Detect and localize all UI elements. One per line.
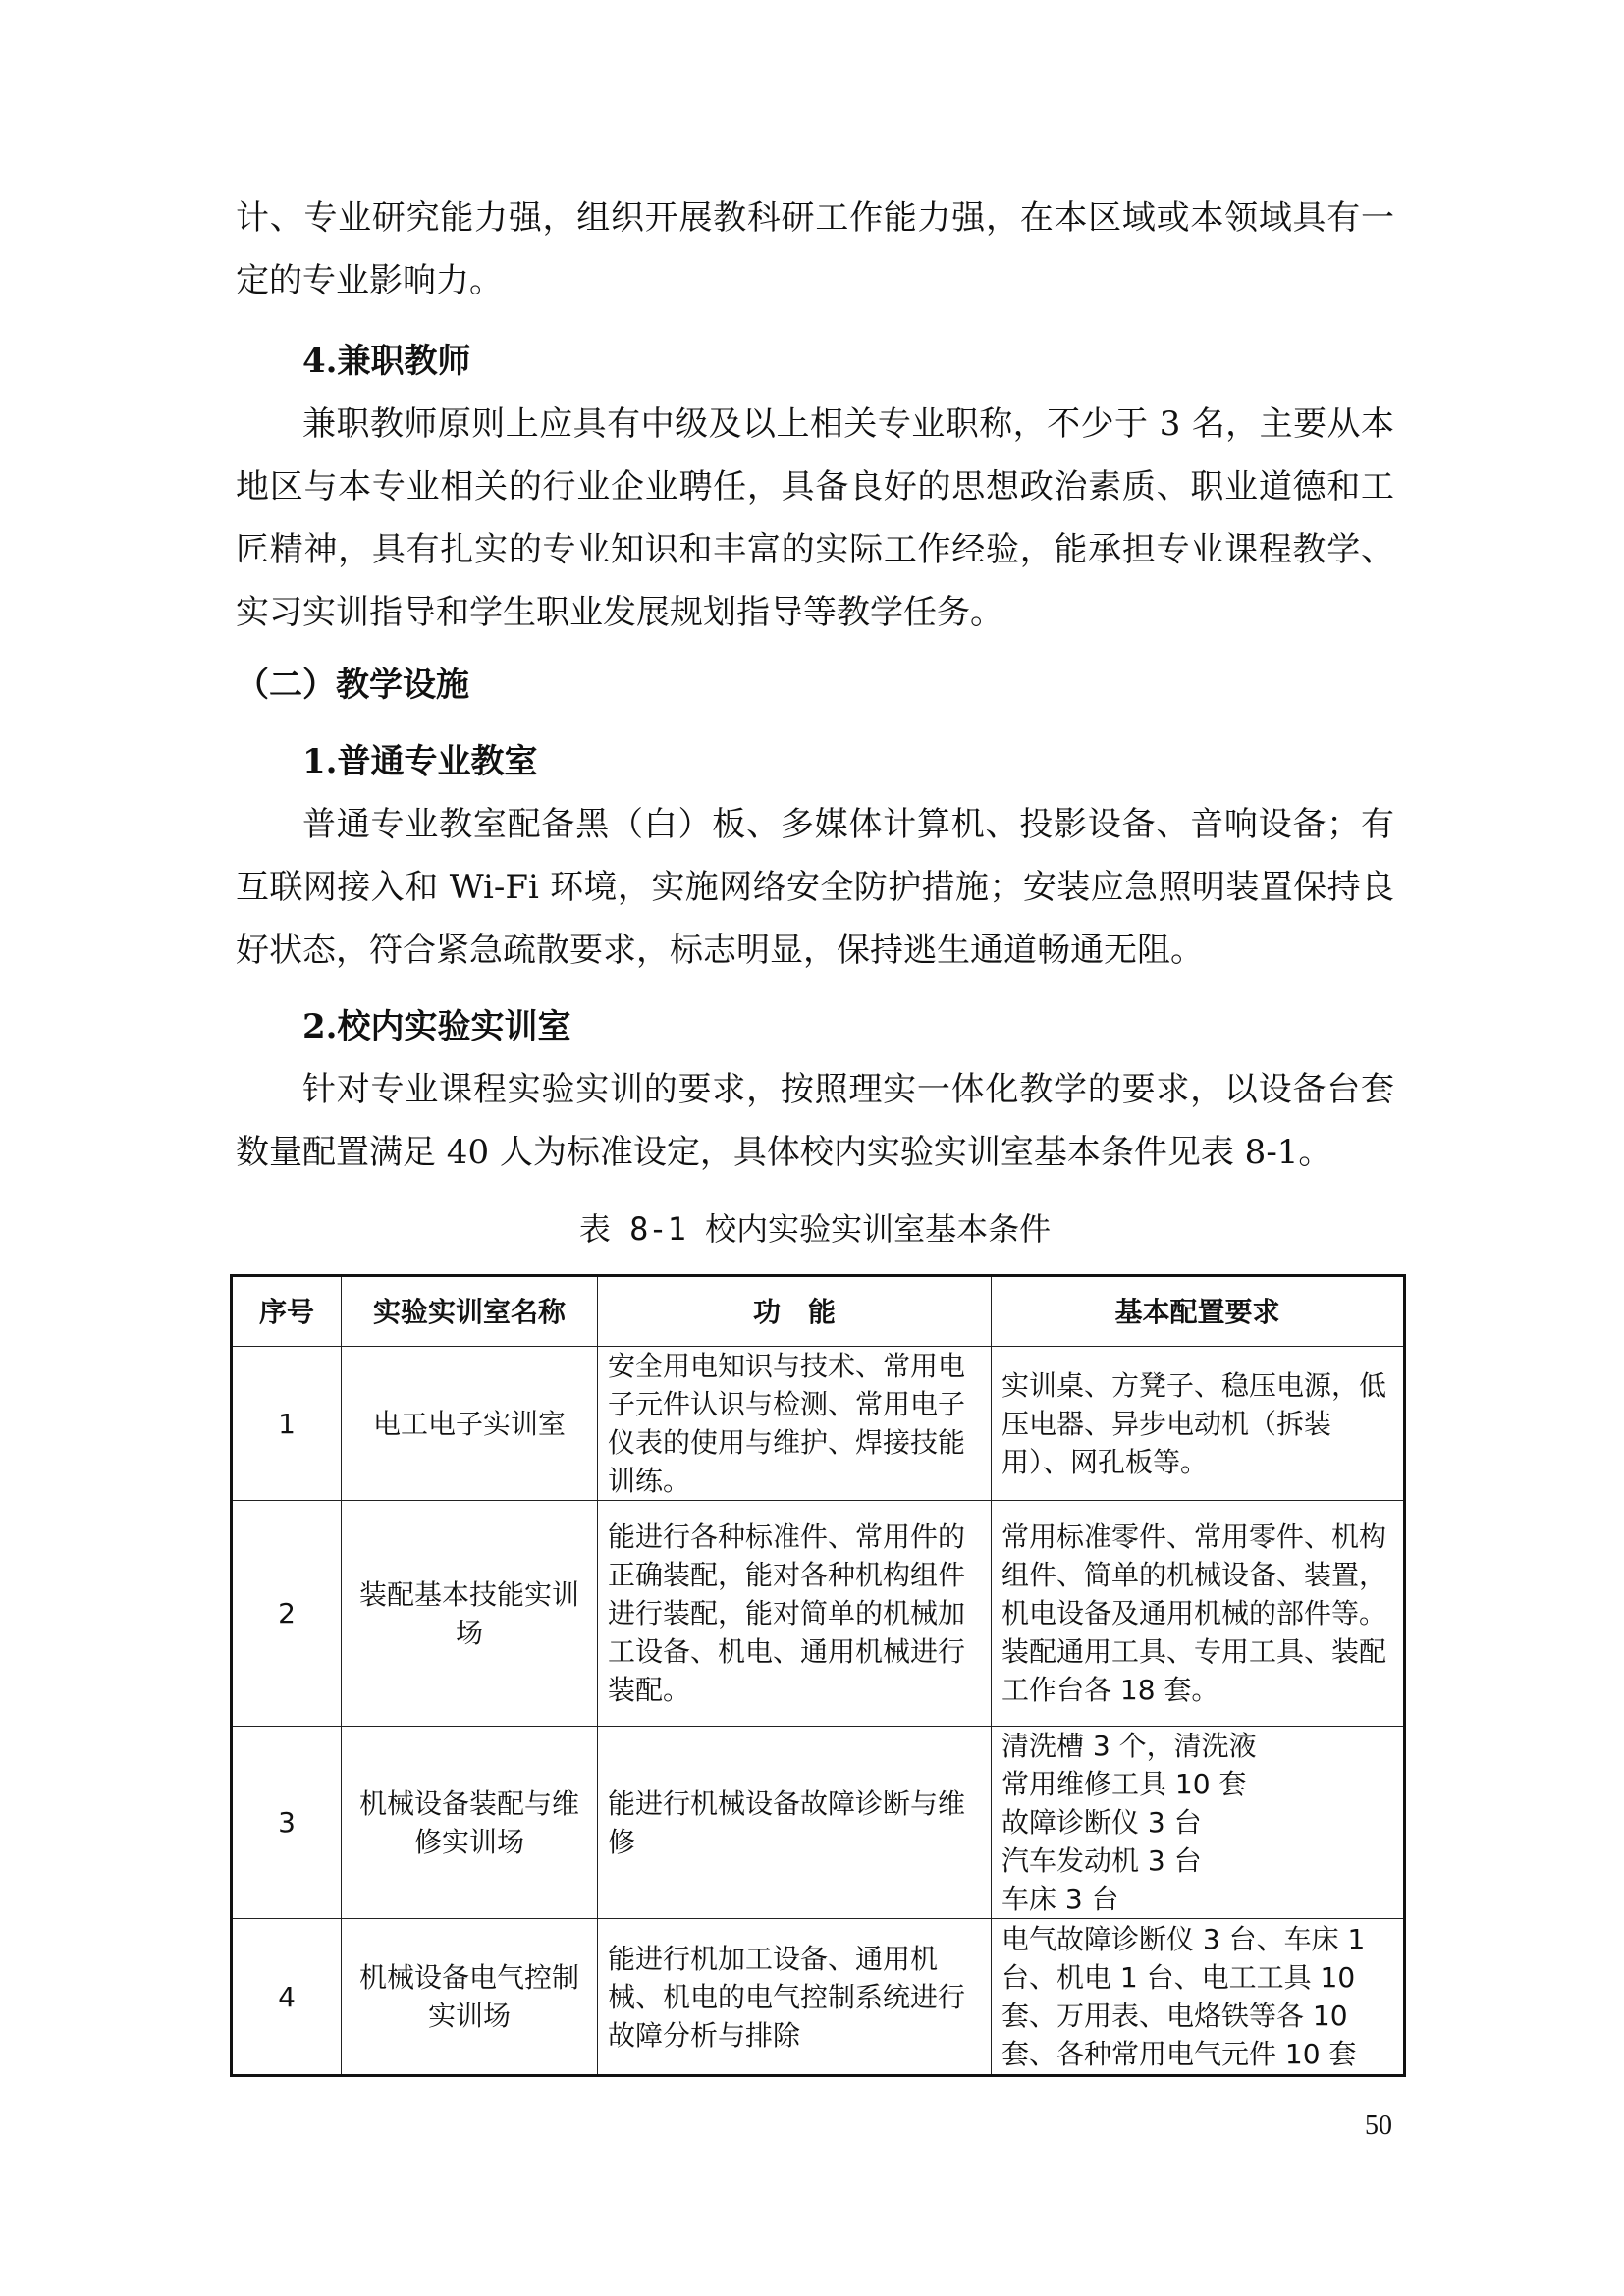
header-requirements: 基本配置要求	[992, 1276, 1405, 1347]
row-name: 机械设备装配与维修实训场	[342, 1727, 598, 1919]
part-time-teacher-heading: 4.兼职教师	[302, 342, 471, 381]
table-caption: 表 8-1 校内实验实训室基本条件	[578, 1210, 1052, 1248]
intro-paragraph: 计、专业研究能力强，组织开展教科研工作能力强，在本区域或本领域具有一定的专业影响力。	[236, 198, 1394, 300]
part-time-teacher-body: 兼职教师原则上应具有中级及以上相关专业职称，不少于 3 名，主要从本地区与本专业相关的行业企业聘任，具备良好的思想政治素质、职业道德和工匠精神，具有扎实的专业知识和丰富的实际工作经验，能承担专业课程教学、实习实训指导和学生职业发展规划指导等教学任务。	[236, 404, 1394, 632]
requirement-line: 装配通用工具、专用工具、装配工作台各 18 套。	[1001, 1635, 1387, 1706]
requirement-line: 常用标准零件、常用零件、机构组件、简单的机械设备、装置，机电设备及通用机械的部件等。	[1001, 1521, 1387, 1629]
row-function: 能进行机械设备故障诊断与维修	[598, 1727, 992, 1919]
row-no: 1	[232, 1347, 342, 1501]
row-requirements	[992, 1727, 1405, 1919]
page-number: 50	[1365, 2110, 1392, 2141]
requirement-line: 故障诊断仪 3 台	[1001, 1806, 1202, 1839]
row-function: 安全用电知识与技术、常用电子元件认识与检测、常用电子仪表的使用与维护、焊接技能训练。	[598, 1347, 992, 1501]
requirement-line: 汽车发动机 3 台	[1001, 1844, 1202, 1877]
facilities-heading: （二）教学设施	[236, 666, 469, 705]
table-row	[232, 1347, 1405, 1501]
row-function: 能进行各种标准件、常用件的正确装配，能对各种机构组件进行装配，能对简单的机械加工设备、机电、通用机械进行装配。	[598, 1501, 992, 1727]
table-row	[232, 1727, 1405, 1919]
row-no: 3	[232, 1727, 342, 1919]
row-requirements	[992, 1347, 1405, 1501]
part-time-teacher-section	[236, 330, 1394, 644]
requirement-line: 常用维修工具 10 套	[1001, 1768, 1247, 1800]
table-header-row	[232, 1276, 1405, 1347]
classroom-heading: 1.普通专业教室	[302, 742, 538, 781]
row-name: 机械设备电气控制实训场	[342, 1919, 598, 2076]
requirement-line: 电气故障诊断仪 3 台、车床 1 台、机电 1 台、电工工具 10 套、万用表、电烙铁等各 10 套、各种常用电气元件 10 套	[1001, 1923, 1366, 2070]
header-no: 序号	[232, 1276, 342, 1347]
row-no: 2	[232, 1501, 342, 1727]
row-name: 电工电子实训室	[342, 1347, 598, 1501]
header-name: 实验实训室名称	[342, 1276, 598, 1347]
lab-body: 针对专业课程实验实训的要求，按照理实一体化教学的要求，以设备台套数量配置满足 40 人为标准设定，具体校内实验实训室基本条件见表 8-1。	[236, 1070, 1394, 1172]
row-requirements	[992, 1501, 1405, 1727]
facilities-section	[236, 654, 1394, 1184]
lab-heading: 2.校内实验实训室	[302, 1007, 571, 1046]
requirement-line: 车床 3 台	[1001, 1883, 1119, 1915]
requirement-line: 清洗槽 3 个，清洗液	[1001, 1730, 1257, 1762]
row-function: 能进行机加工设备、通用机械、机电的电气控制系统进行故障分析与排除	[598, 1919, 992, 2076]
header-function: 功 能	[598, 1276, 992, 1347]
row-name: 装配基本技能实训场	[342, 1501, 598, 1727]
intro-section	[236, 187, 1394, 312]
requirement-line: 实训桌、方凳子、稳压电源，低压电器、异步电动机（拆装用）、网孔板等。	[1001, 1368, 1387, 1478]
row-no: 4	[232, 1919, 342, 2076]
classroom-body: 普通专业教室配备黑（白）板、多媒体计算机、投影设备、音响设备；有互联网接入和 Wi-Fi 环境，实施网络安全防护措施；安装应急照明装置保持良好状态，符合紧急疏散要求，标志明显，保持逃生通道畅通无阻。	[236, 805, 1394, 970]
row-requirements	[992, 1919, 1405, 2076]
lab-conditions-table	[230, 1274, 1406, 2077]
table-row	[232, 1919, 1405, 2076]
table-row	[232, 1501, 1405, 1727]
